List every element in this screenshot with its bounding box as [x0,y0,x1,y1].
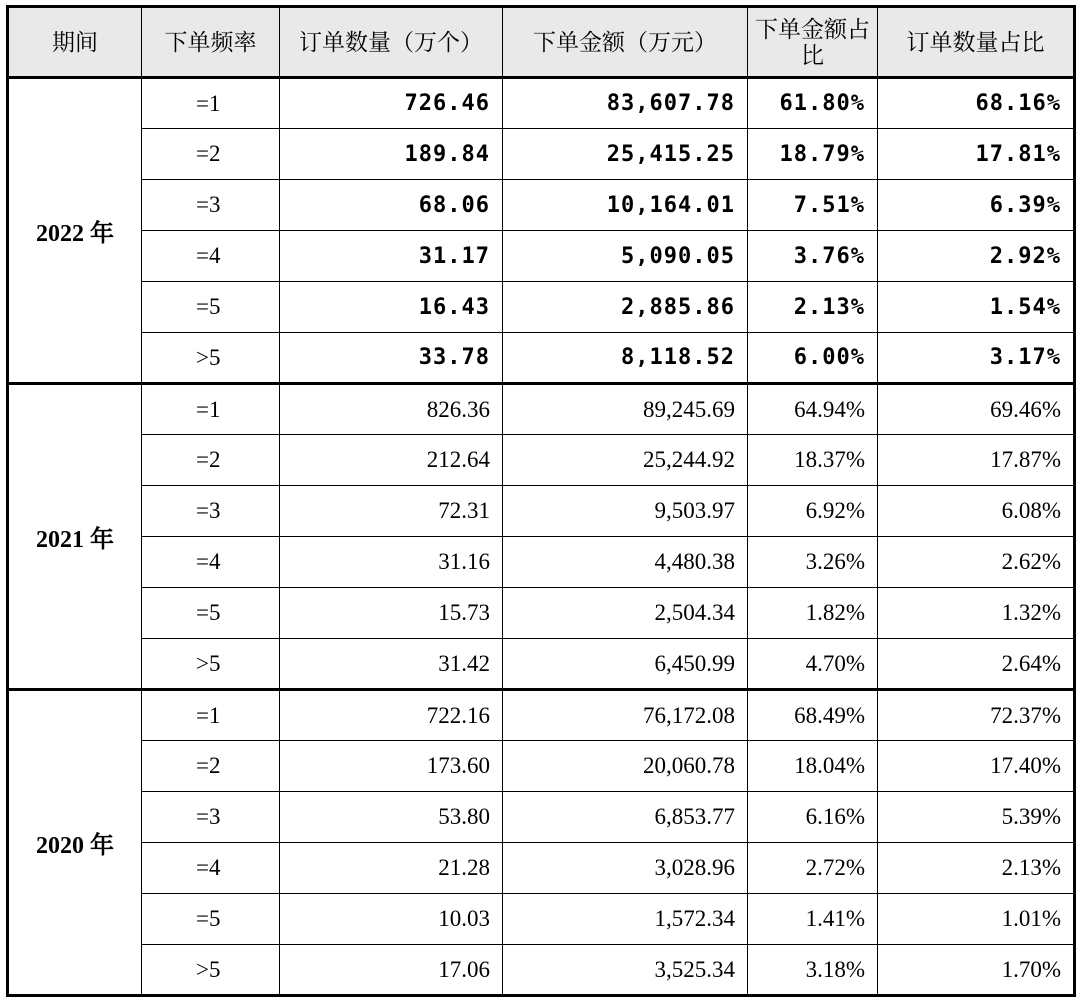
frequency-cell: =4 [142,843,280,894]
order-amount-cell: 89,245.69 [503,384,748,435]
amount-share-cell: 2.13% [748,282,878,333]
order-amount-cell: 1,572.34 [503,894,748,945]
table-row [8,639,1075,690]
period-cell: 2022 年 [8,78,142,384]
count-share-cell: 1.54% [878,282,1075,333]
order-count-cell: 726.46 [280,78,503,129]
table-row [8,282,1075,333]
table-row [8,945,1075,996]
order-amount-cell: 8,118.52 [503,333,748,384]
frequency-cell: =4 [142,231,280,282]
table-row [8,333,1075,384]
count-share-cell: 1.01% [878,894,1075,945]
order-count-cell: 72.31 [280,486,503,537]
count-share-cell: 17.87% [878,435,1075,486]
amount-share-cell: 1.41% [748,894,878,945]
table-row [8,537,1075,588]
amount-share-cell: 6.16% [748,792,878,843]
order-count-cell: 31.16 [280,537,503,588]
period-cell: 2020 年 [8,690,142,996]
count-share-cell: 1.70% [878,945,1075,996]
order-amount-cell: 83,607.78 [503,78,748,129]
order-amount-cell: 2,885.86 [503,282,748,333]
order-amount-cell: 3,525.34 [503,945,748,996]
amount-share-cell: 61.80% [748,78,878,129]
order-amount-cell: 6,450.99 [503,639,748,690]
header-count-share: 订单数量占比 [878,7,1075,78]
amount-share-cell: 3.76% [748,231,878,282]
amount-share-cell: 4.70% [748,639,878,690]
frequency-cell: =1 [142,78,280,129]
order-amount-cell: 6,853.77 [503,792,748,843]
order-amount-cell: 25,415.25 [503,129,748,180]
order-amount-cell: 20,060.78 [503,741,748,792]
order-count-cell: 31.17 [280,231,503,282]
order-frequency-table [6,5,1076,997]
order-count-cell: 33.78 [280,333,503,384]
table-row [8,741,1075,792]
order-count-cell: 17.06 [280,945,503,996]
order-count-cell: 15.73 [280,588,503,639]
table-row [8,894,1075,945]
order-amount-cell: 3,028.96 [503,843,748,894]
order-count-cell: 16.43 [280,282,503,333]
order-count-cell: 53.80 [280,792,503,843]
order-count-cell: 31.42 [280,639,503,690]
amount-share-cell: 18.37% [748,435,878,486]
frequency-cell: =1 [142,690,280,741]
frequency-cell: =5 [142,282,280,333]
table-row [8,690,1075,741]
frequency-cell: =1 [142,384,280,435]
count-share-cell: 6.39% [878,180,1075,231]
header-period: 期间 [8,7,142,78]
table-row [8,78,1075,129]
table-row [8,486,1075,537]
frequency-cell: =3 [142,792,280,843]
order-count-cell: 10.03 [280,894,503,945]
count-share-cell: 2.62% [878,537,1075,588]
amount-share-cell: 2.72% [748,843,878,894]
order-amount-cell: 25,244.92 [503,435,748,486]
period-group [8,78,1075,384]
count-share-cell: 17.81% [878,129,1075,180]
amount-share-cell: 1.82% [748,588,878,639]
amount-share-cell: 64.94% [748,384,878,435]
order-count-cell: 826.36 [280,384,503,435]
amount-share-cell: 18.79% [748,129,878,180]
order-amount-cell: 10,164.01 [503,180,748,231]
frequency-cell: =5 [142,894,280,945]
period-cell: 2021 年 [8,384,142,690]
table-row [8,843,1075,894]
frequency-cell: =5 [142,588,280,639]
amount-share-cell: 68.49% [748,690,878,741]
amount-share-cell: 18.04% [748,741,878,792]
frequency-cell: >5 [142,333,280,384]
order-count-cell: 21.28 [280,843,503,894]
count-share-cell: 2.13% [878,843,1075,894]
order-count-cell: 722.16 [280,690,503,741]
count-share-cell: 17.40% [878,741,1075,792]
amount-share-cell: 6.00% [748,333,878,384]
frequency-cell: =4 [142,537,280,588]
period-group [8,690,1075,996]
header-order-amount: 下单金额（万元） [503,7,748,78]
amount-share-cell: 7.51% [748,180,878,231]
order-count-cell: 68.06 [280,180,503,231]
order-amount-cell: 4,480.38 [503,537,748,588]
count-share-cell: 6.08% [878,486,1075,537]
table-row [8,435,1075,486]
header-frequency: 下单频率 [142,7,280,78]
count-share-cell: 68.16% [878,78,1075,129]
table-row [8,384,1075,435]
amount-share-cell: 3.26% [748,537,878,588]
order-amount-cell: 5,090.05 [503,231,748,282]
header-order-count: 订单数量（万个） [280,7,503,78]
table-row [8,180,1075,231]
table-row [8,792,1075,843]
count-share-cell: 69.46% [878,384,1075,435]
frequency-cell: =2 [142,741,280,792]
order-count-cell: 173.60 [280,741,503,792]
order-count-cell: 212.64 [280,435,503,486]
order-count-cell: 189.84 [280,129,503,180]
frequency-cell: =2 [142,129,280,180]
header-row [8,7,1075,78]
count-share-cell: 72.37% [878,690,1075,741]
header-amount-share: 下单金额占比 [748,7,878,78]
frequency-cell: >5 [142,945,280,996]
frequency-cell: =2 [142,435,280,486]
order-amount-cell: 2,504.34 [503,588,748,639]
frequency-cell: =3 [142,180,280,231]
count-share-cell: 3.17% [878,333,1075,384]
table-header [8,7,1075,78]
frequency-cell: =3 [142,486,280,537]
period-group [8,384,1075,690]
count-share-cell: 2.64% [878,639,1075,690]
table-row [8,231,1075,282]
count-share-cell: 1.32% [878,588,1075,639]
table-row [8,588,1075,639]
count-share-cell: 2.92% [878,231,1075,282]
amount-share-cell: 3.18% [748,945,878,996]
count-share-cell: 5.39% [878,792,1075,843]
amount-share-cell: 6.92% [748,486,878,537]
table-row [8,129,1075,180]
order-amount-cell: 76,172.08 [503,690,748,741]
frequency-cell: >5 [142,639,280,690]
order-amount-cell: 9,503.97 [503,486,748,537]
